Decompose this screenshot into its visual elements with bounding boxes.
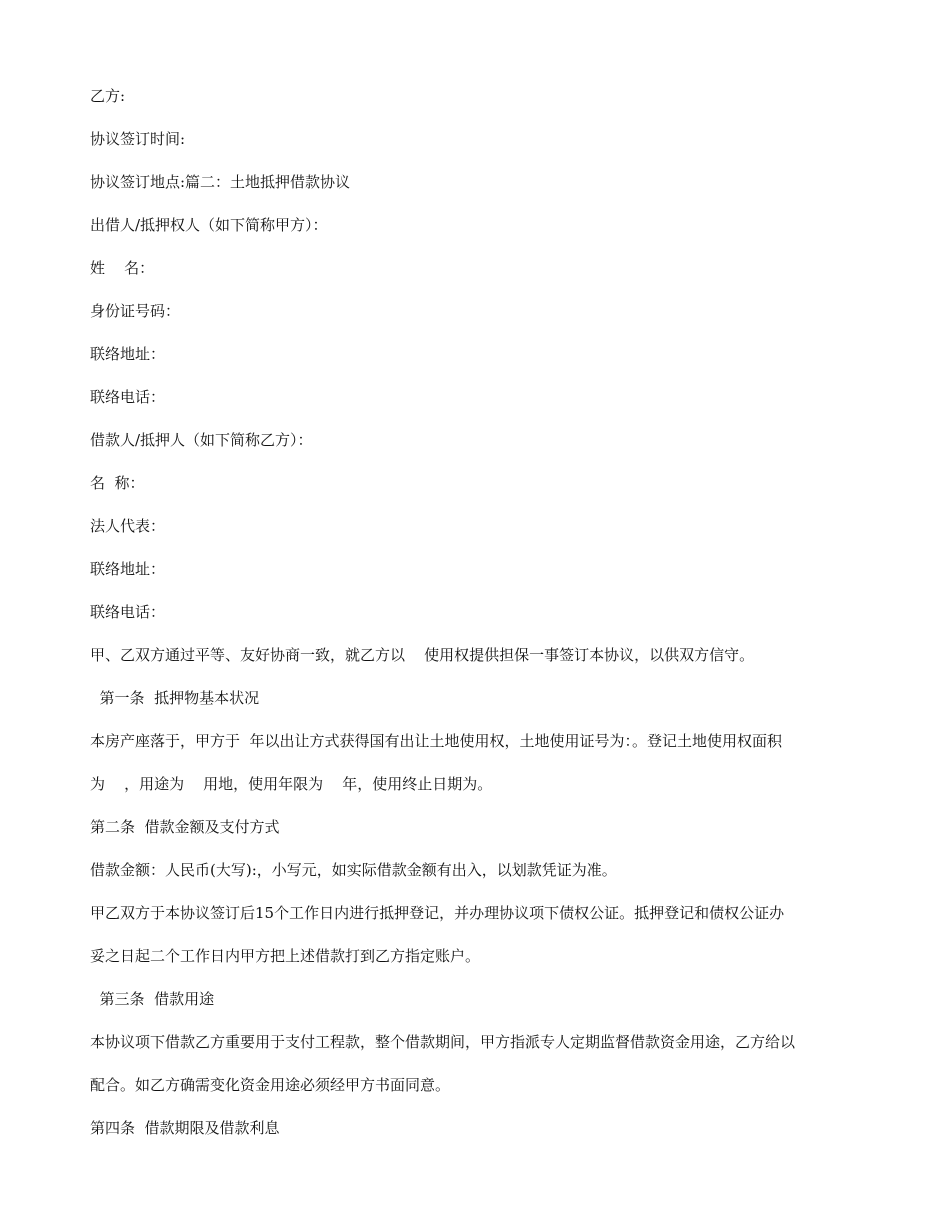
text-line: 借款人/抵押人（如下简称乙方）： (90, 431, 313, 449)
text-line: 甲乙双方于本协议签订后15个工作日内进行抵押登记，并办理协议项下债权公证。抵押登记和债权公证办 (90, 904, 785, 922)
section-heading: 第一条 抵押物基本状况 (90, 689, 260, 707)
text-line: 本房产座落于，甲方于 年以出让方式获得国有出让土地使用权，土地使用证号为：。登记土地使用权面积 (90, 732, 783, 750)
text-line: 为 ，用途为 用地，使用年限为 年，使用终止日期为。 (90, 775, 493, 793)
text-line: 联络地址： (90, 345, 166, 363)
text-line: 借款金额：人民币(大写):，小写元，如实际借款金额有出入，以划款凭证为准。 (90, 861, 617, 879)
text-line: 甲、乙双方通过平等、友好协商一致，就乙方以 使用权提供担保一事签订本协议，以供双方信守。 (90, 646, 755, 664)
text-line: 协议签订时间: (90, 130, 186, 148)
text-line: 妥之日起二个工作日内甲方把上述借款打到乙方指定账户。 (90, 947, 481, 965)
section-heading: 第四条 借款期限及借款利息 (90, 1119, 280, 1137)
text-line: 联络地址： (90, 560, 166, 578)
section-heading: 第三条 借款用途 (90, 990, 215, 1008)
text-line: 出借人/抵押权人（如下简称甲方）： (90, 216, 328, 234)
text-line: 乙方: (90, 87, 126, 105)
text-line: 协议签订地点:篇二：土地抵押借款协议 (90, 173, 351, 191)
text-line: 联络电话： (90, 388, 166, 406)
text-line: 法人代表： (90, 517, 166, 535)
text-line: 联络电话： (90, 603, 166, 621)
text-line: 身份证号码： (90, 302, 181, 320)
section-heading: 第二条 借款金额及支付方式 (90, 818, 280, 836)
text-line: 本协议项下借款乙方重要用于支付工程款，整个借款期间，甲方指派专人定期监督借款资金用途，乙方给以 (90, 1033, 796, 1051)
text-line: 名 称： (90, 474, 145, 492)
text-line: 姓 名： (90, 259, 155, 277)
text-line: 配合。如乙方确需变化资金用途必须经甲方书面同意。 (90, 1076, 451, 1094)
